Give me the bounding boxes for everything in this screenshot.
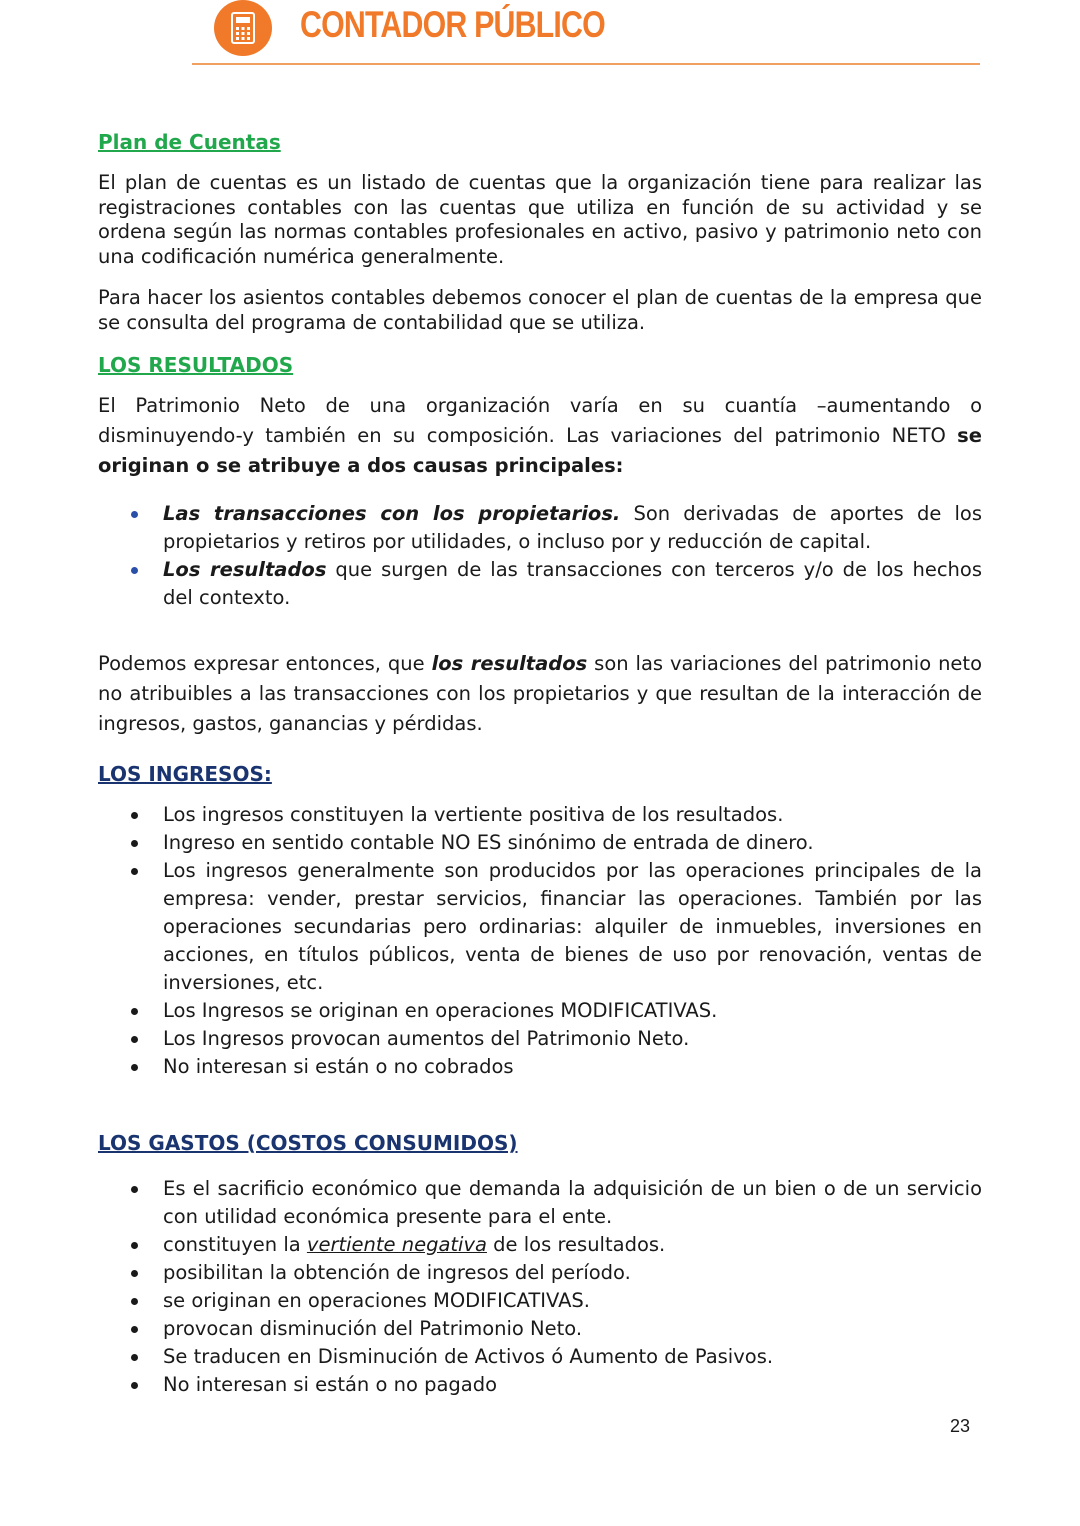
list-item: No interesan si están o no cobrados	[163, 1053, 982, 1081]
list-item	[163, 1231, 982, 1259]
resultados-intro-bold: se originan o se atribuye a dos causas principales:	[98, 424, 982, 477]
ingresos-list	[98, 801, 982, 1081]
list-item: Se traducen en Disminución de Activos ó Aumento de Pasivos.	[163, 1343, 982, 1371]
brand-title: CONTADOR PÚBLICO	[300, 4, 605, 45]
list-item: Los ingresos constituyen la vertiente positiva de los resultados.	[163, 801, 982, 829]
cause-lead: Los resultados	[163, 558, 327, 581]
vertiente-negativa-emphasis: vertiente negativa	[306, 1233, 487, 1256]
resultados-intro-text: El Patrimonio Neto de una organización varía en su cuantía –aumentando o disminuyendo-y también en su composición. Las variaciones del patrimonio NETO	[98, 394, 982, 447]
cause-item	[163, 556, 982, 612]
cause-item	[163, 500, 982, 556]
summary-text-a: Podemos expresar entonces, que	[98, 652, 432, 675]
resultados-summary	[98, 649, 982, 739]
heading-plan-de-cuentas: Plan de Cuentas	[98, 130, 281, 154]
summary-text-b: son las variaciones del patrimonio neto no atribuibles a las transacciones con los propietarios y que resultan de la interacción de ingresos, gastos, ganancias y pérdidas.	[98, 652, 983, 735]
list-item: posibilitan la obtención de ingresos del período.	[163, 1259, 982, 1287]
cause-lead: Las transacciones con los propietarios.	[163, 502, 621, 525]
page-number: 23	[950, 1416, 971, 1436]
calculator-icon	[231, 12, 255, 44]
gastos-list	[98, 1175, 982, 1399]
heading-gastos: LOS GASTOS (COSTOS CONSUMIDOS)	[98, 1131, 518, 1155]
list-item: Los Ingresos se originan en operaciones MODIFICATIVAS.	[163, 997, 982, 1025]
resultados-intro	[98, 391, 982, 481]
causes-list	[98, 500, 982, 612]
item-text-a: constituyen la	[163, 1233, 307, 1256]
list-item: Los ingresos generalmente son producidos por las operaciones principales de la empresa: vender, prestar servicios, financiar las operaciones. También por las operaciones secundarias pero ordinarias: alquiler de inmuebles, inversiones en acciones, en títulos públicos, venta de bienes de uso por renovación, ventas de inversiones, etc.	[163, 857, 982, 997]
page-header	[0, 0, 1080, 70]
list-item: Es el sacrificio económico que demanda la adquisición de un bien o de un servicio con utilidad económica presente para el ente.	[163, 1175, 982, 1231]
item-text-b: de los resultados.	[486, 1233, 666, 1256]
summary-emphasis: los resultados	[431, 652, 588, 675]
list-item: No interesan si están o no pagado	[163, 1371, 982, 1399]
cause-text: Son derivadas de aportes de los propietarios y retiros por utilidades, o incluso por y reducción de capital.	[163, 502, 982, 553]
page-content	[98, 128, 982, 1399]
logo	[214, 0, 272, 56]
list-item: provocan disminución del Patrimonio Neto.	[163, 1315, 982, 1343]
list-item: se originan en operaciones MODIFICATIVAS.	[163, 1287, 982, 1315]
plan-paragraph-2: Para hacer los asientos contables debemos conocer el plan de cuentas de la empresa que se consulta del programa de contabilidad que se utiliza.	[98, 286, 982, 334]
heading-ingresos: LOS INGRESOS:	[98, 762, 272, 786]
cause-text: que surgen de las transacciones con terceros y/o de los hechos del contexto.	[163, 558, 982, 609]
header-divider	[192, 63, 980, 65]
list-item: Los Ingresos provocan aumentos del Patrimonio Neto.	[163, 1025, 982, 1053]
plan-paragraph-1: El plan de cuentas es un listado de cuentas que la organización tiene para realizar las registraciones contables con las cuentas que utiliza en función de su actividad y se ordena según las normas contables profesionales en activo, pasivo y patrimonio neto con una codificación numérica generalmente.	[98, 171, 982, 268]
list-item: Ingreso en sentido contable NO ES sinónimo de entrada de dinero.	[163, 829, 982, 857]
heading-resultados: LOS RESULTADOS	[98, 353, 294, 377]
